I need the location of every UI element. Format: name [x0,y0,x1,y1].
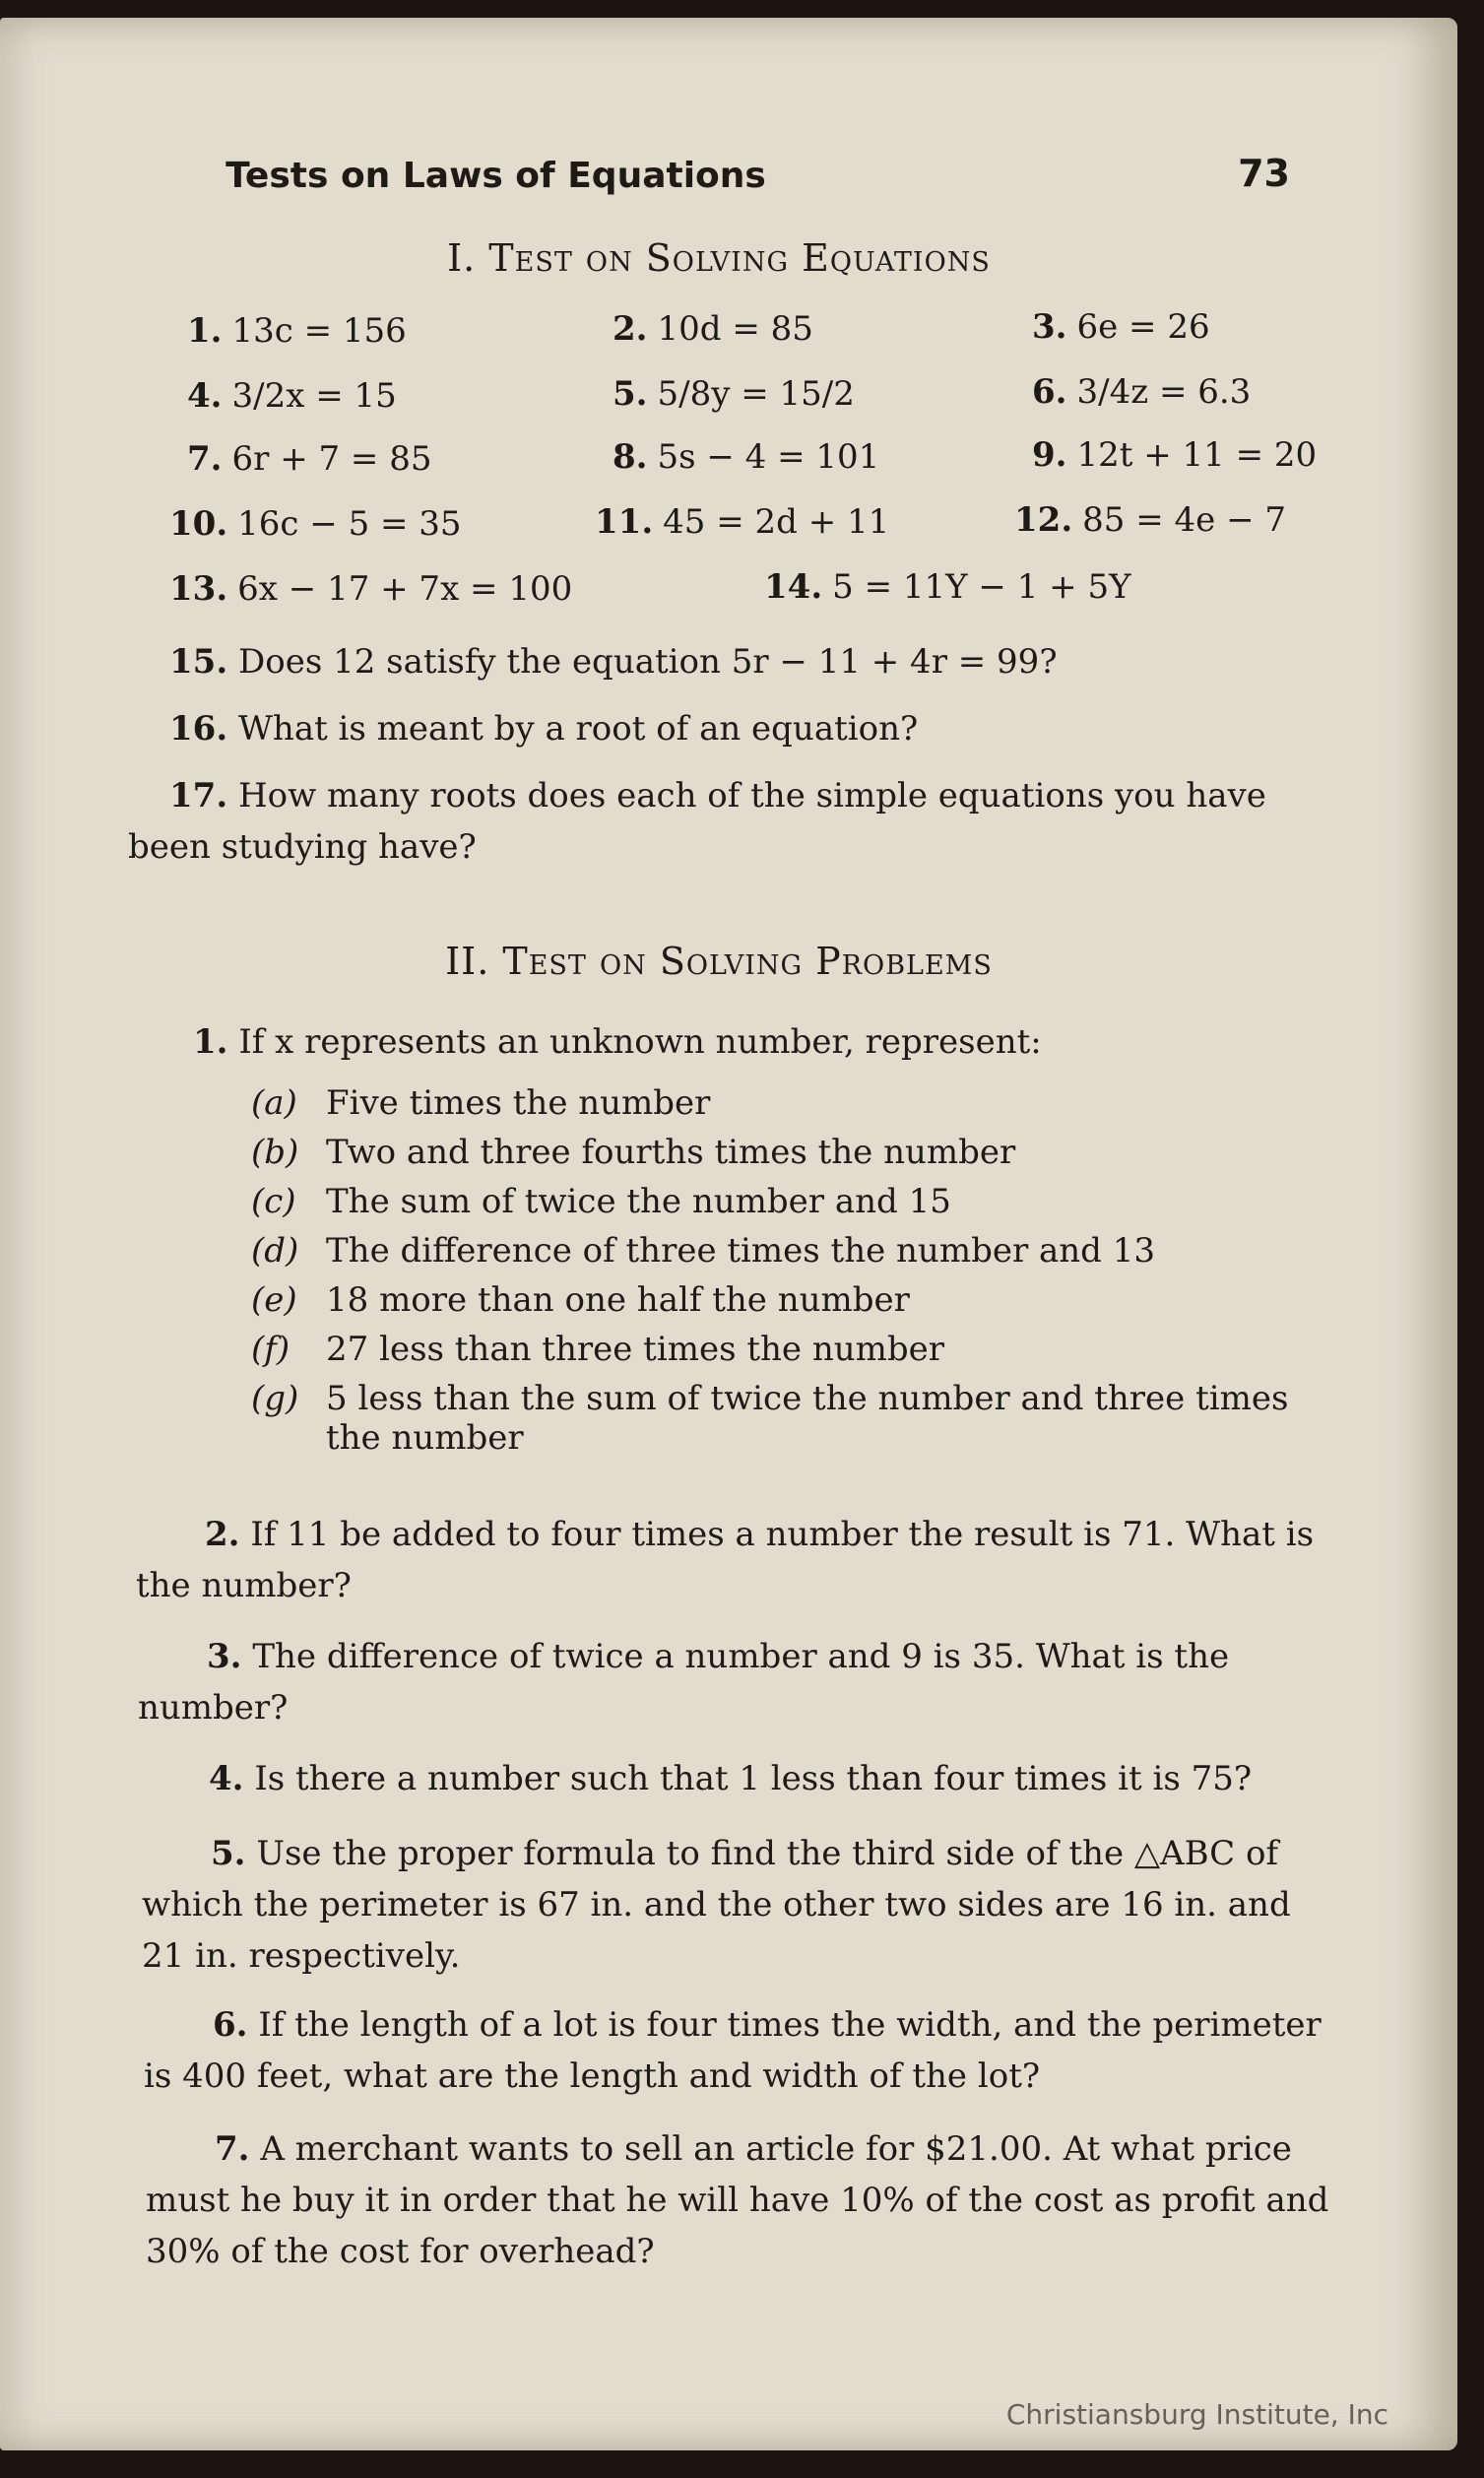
equation-4: 4. 3/2x = 15 [187,376,397,416]
equation-8: 8. 5s − 4 = 101 [613,437,880,477]
watermark: Christiansburg Institute, Inc [1005,2398,1388,2431]
equation-10: 10. 16c − 5 = 35 [169,504,462,544]
problem-3: 3. The difference of twice a number and 9 is 35. What is the number? [138,1637,1230,1728]
question-15: 15. Does 12 satisfy the equation 5r − 11 + 4r = 99? [169,642,1058,682]
problem-6: 6. If the length of a lot is four times the width, and the perimeter is 400 feet, what are the length and width of the lot? [144,2005,1322,2096]
problem-1-item-g: (g) 5 less than the sum of twice the number and three times the number [251,1379,1289,1458]
book-page [0,18,1457,2450]
equation-14: 14. 5 = 11Y − 1 + 5Y [764,567,1131,607]
equation-9: 9. 12t + 11 = 20 [1032,435,1318,475]
problem-1: 1. If x represents an unknown number, represent: [193,1022,1042,1062]
problem-7: 7. A merchant wants to sell an article for $21.00. At what price must he buy it in order that he will have 10% of the cost as profit and 30% of the cost for overhead? [146,2129,1329,2271]
equation-2: 2. 10d = 85 [613,309,813,349]
equation-6: 6. 3/4z = 6.3 [1032,372,1252,412]
problem-4: 4. Is there a number such that 1 less than four times it is 75? [209,1759,1253,1798]
running-header-title: Tests on Laws of Equations [226,156,766,196]
equation-11: 11. 45 = 2d + 11 [595,502,890,542]
problem-1-item-a: (a) Five times the number [251,1083,711,1123]
problem-2: 2. If 11 be added to four times a number the result is 71. What is the number? [136,1515,1315,1605]
equation-12: 12. 85 = 4e − 7 [1014,500,1287,540]
equation-7: 7. 6r + 7 = 85 [187,439,432,479]
problem-5: 5. Use the proper formula to find the third side of the △ABC of which the perimeter is 67 in. and the other two sides are 16 in. and 21 in. respectively. [142,1834,1291,1976]
problem-1-item-e: (e) 18 more than one half the number [251,1280,910,1320]
equation-13: 13. 6x − 17 + 7x = 100 [169,569,573,609]
equation-5: 5. 5/8y = 15/2 [613,374,855,414]
question-16: 16. What is meant by a root of an equation? [169,709,919,749]
problem-1-item-b: (b) Two and three fourths times the number [251,1133,1016,1172]
section-2-title: II. Test on Solving Problems [445,940,993,983]
equation-3: 3. 6e = 26 [1032,307,1210,347]
problem-1-item-c: (c) The sum of twice the number and 15 [251,1182,951,1221]
problem-1-item-f: (f) 27 less than three times the number [251,1330,944,1369]
equation-1: 1. 13c = 156 [187,311,407,351]
page-number: 73 [1238,152,1290,195]
question-17: 17. How many roots does each of the simple equations you have been studying have? [128,776,1266,867]
section-1-title: I. Test on Solving Equations [447,236,991,280]
problem-1-item-d: (d) The difference of three times the number and 13 [251,1231,1156,1271]
